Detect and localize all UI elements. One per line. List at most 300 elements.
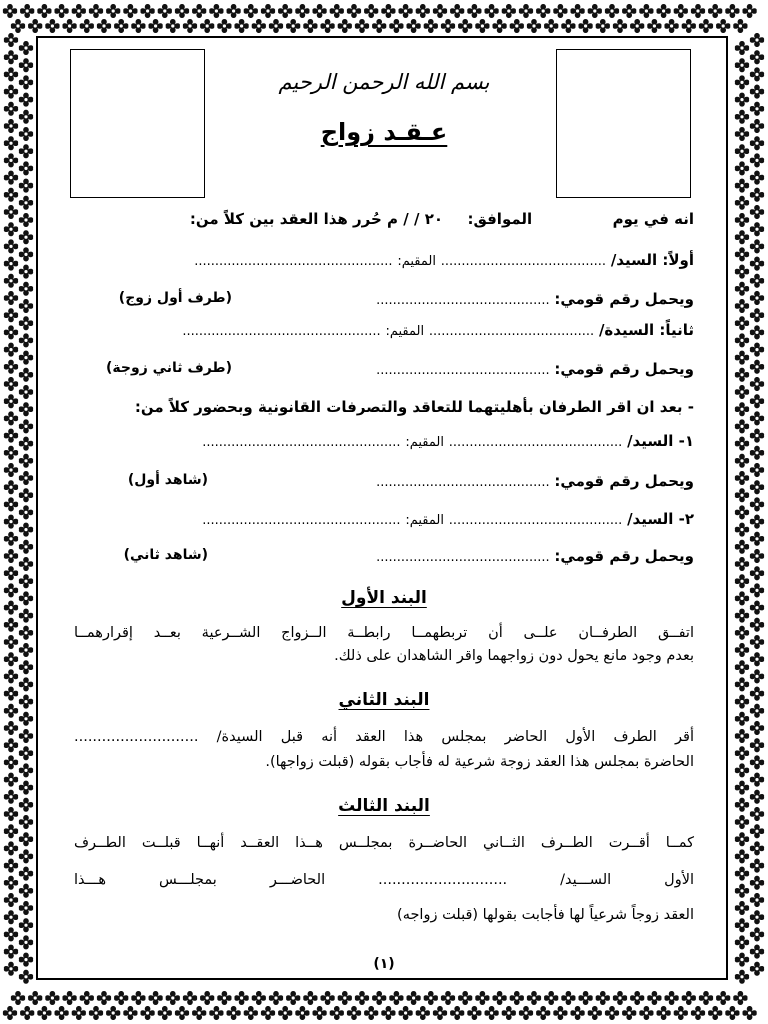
- witness1-label: ١- السيد/: [627, 432, 694, 450]
- border-ornament-icon: [750, 532, 764, 546]
- border-ornament-icon: [19, 540, 33, 554]
- border-ornament-icon: [750, 102, 764, 116]
- border-ornament-icon: [19, 265, 33, 279]
- border-ornament-icon: [735, 884, 749, 898]
- border-ornament-icon: [750, 927, 764, 941]
- border-ornament-icon: [750, 652, 764, 666]
- border-ornament-icon: [209, 4, 223, 18]
- border-ornament-icon: [244, 4, 258, 18]
- border-ornament-icon: [19, 729, 33, 743]
- clause3-heading: البند الثالث: [338, 796, 430, 816]
- date-label: الموافق:: [467, 210, 533, 228]
- border-ornament-icon: [303, 19, 317, 33]
- border-ornament-icon: [140, 1006, 154, 1020]
- border-ornament-icon: [750, 50, 764, 64]
- border-ornament-icon: [699, 19, 713, 33]
- border-ornament-icon: [295, 4, 309, 18]
- first-party-id-label: ويحمل رقم قومي:: [554, 290, 694, 308]
- border-ornament-icon: [303, 991, 317, 1005]
- border-ornament-icon: [217, 19, 231, 33]
- border-ornament-icon: [492, 991, 506, 1005]
- border-ornament-icon: [4, 532, 18, 546]
- border-ornament-icon: [750, 618, 764, 632]
- border-ornament-icon: [183, 991, 197, 1005]
- border-ornament-icon: [295, 1006, 309, 1020]
- witness2-name-field[interactable]: ..........................................: [448, 513, 623, 528]
- border-ornament-icon: [19, 557, 33, 571]
- border-ornament-icon: [716, 19, 730, 33]
- intro-tail: م حُرر هذا العقد بين كلاً من:: [189, 210, 399, 228]
- border-ornament-icon: [561, 19, 575, 33]
- border-ornament-icon: [725, 4, 739, 18]
- border-ornament-icon: [140, 4, 154, 18]
- border-ornament-icon: [484, 1006, 498, 1020]
- clause1-line2: بعدم وجود مانع يحول دون زواجهما واقر الشاهدان على ذلك.: [334, 648, 694, 664]
- border-ornament-icon: [372, 991, 386, 1005]
- border-ornament-icon: [175, 4, 189, 18]
- border-ornament-icon: [735, 712, 749, 726]
- border-ornament-icon: [19, 935, 33, 949]
- border-ornament-icon: [536, 4, 550, 18]
- border-ornament-icon: [19, 196, 33, 210]
- witness2-label: ٢- السيد/: [627, 510, 694, 528]
- border-ornament-icon: [450, 4, 464, 18]
- first-party-label: أولاً: السيد/: [610, 251, 694, 269]
- second-party-id-label: ويحمل رقم قومي:: [554, 360, 694, 378]
- border-ornament-icon: [28, 991, 42, 1005]
- border-ornament-icon: [4, 618, 18, 632]
- border-ornament-icon: [750, 33, 764, 47]
- border-ornament-icon: [750, 876, 764, 890]
- border-ornament-icon: [458, 19, 472, 33]
- border-ornament-icon: [4, 893, 18, 907]
- border-ornament-icon: [62, 19, 76, 33]
- border-ornament-icon: [4, 343, 18, 357]
- border-ornament-icon: [750, 325, 764, 339]
- border-ornament-icon: [735, 815, 749, 829]
- border-ornament-icon: [398, 1006, 412, 1020]
- border-ornament-icon: [4, 859, 18, 873]
- border-ornament-icon: [735, 161, 749, 175]
- border-ornament-icon: [20, 4, 34, 18]
- border-ornament-icon: [19, 144, 33, 158]
- clause3-line2: الأول الســـيد/ ............................ الحاضـــر بمجلـــس هـــذا: [74, 872, 694, 888]
- border-ornament-icon: [750, 188, 764, 202]
- border-ornament-icon: [735, 505, 749, 519]
- border-ornament-icon: [158, 1006, 172, 1020]
- border-ornament-icon: [750, 480, 764, 494]
- border-ornament-icon: [183, 19, 197, 33]
- border-ornament-icon: [735, 574, 749, 588]
- border-ornament-icon: [735, 763, 749, 777]
- border-ornament-icon: [735, 316, 749, 330]
- border-ornament-icon: [424, 19, 438, 33]
- border-ornament-icon: [4, 721, 18, 735]
- border-ornament-icon: [19, 93, 33, 107]
- border-ornament-icon: [750, 721, 764, 735]
- border-ornament-icon: [4, 239, 18, 253]
- border-ornament-icon: [158, 4, 172, 18]
- border-ornament-icon: [733, 19, 747, 33]
- border-ornament-icon: [578, 19, 592, 33]
- border-ornament-icon: [735, 729, 749, 743]
- border-ornament-icon: [19, 523, 33, 537]
- border-ornament-icon: [3, 1006, 17, 1020]
- border-ornament-icon: [735, 935, 749, 949]
- border-ornament-icon: [733, 991, 747, 1005]
- witness1-residence-label: المقيم:: [405, 435, 444, 450]
- clause2-line1: أقر الطرف الأول الحاضر بمجلس هذا العقد أنه قبل السيدة/ ...........................: [74, 729, 694, 745]
- border-ornament-icon: [691, 4, 705, 18]
- border-ornament-icon: [166, 991, 180, 1005]
- border-ornament-icon: [664, 991, 678, 1005]
- border-ornament-icon: [19, 368, 33, 382]
- border-ornament-icon: [364, 4, 378, 18]
- border-ornament-icon: [735, 419, 749, 433]
- witness2-role: (شاهد ثاني): [123, 547, 208, 563]
- border-ornament-icon: [4, 205, 18, 219]
- border-ornament-icon: [750, 308, 764, 322]
- second-party-residence-field[interactable]: ................................................: [182, 324, 381, 339]
- clause1-heading: البند الأول: [341, 588, 427, 608]
- border-ornament-icon: [735, 523, 749, 537]
- border-ornament-icon: [330, 1006, 344, 1020]
- border-ornament-icon: [750, 446, 764, 460]
- border-ornament-icon: [4, 652, 18, 666]
- document-title-wrap: [0, 118, 768, 146]
- border-ornament-icon: [735, 299, 749, 313]
- border-ornament-icon: [750, 239, 764, 253]
- border-ornament-icon: [286, 19, 300, 33]
- border-ornament-icon: [19, 505, 33, 519]
- border-ornament-icon: [347, 1006, 361, 1020]
- border-ornament-icon: [4, 308, 18, 322]
- border-ornament-icon: [578, 991, 592, 1005]
- border-ornament-icon: [4, 446, 18, 460]
- clause3-line1: كمــا أقــرت الطــرف الثــاني الحاضــرة بمجلــس هــذا العقــد أنهــا قبلــت الطــرف: [74, 835, 694, 851]
- second-party-id-field[interactable]: ..........................................: [376, 363, 550, 378]
- border-ornament-icon: [588, 1006, 602, 1020]
- border-ornament-icon: [62, 991, 76, 1005]
- border-ornament-icon: [735, 351, 749, 365]
- intro-line: [74, 210, 694, 228]
- border-ornament-icon: [355, 991, 369, 1005]
- border-ornament-icon: [467, 4, 481, 18]
- border-ornament-icon: [708, 4, 722, 18]
- border-ornament-icon: [519, 4, 533, 18]
- border-ornament-icon: [4, 738, 18, 752]
- border-ornament-icon: [19, 609, 33, 623]
- border-ornament-icon: [4, 876, 18, 890]
- border-ornament-icon: [510, 19, 524, 33]
- border-ornament-icon: [519, 1006, 533, 1020]
- border-ornament-icon: [217, 991, 231, 1005]
- border-ornament-icon: [735, 265, 749, 279]
- border-ornament-icon: [691, 1006, 705, 1020]
- border-ornament-icon: [735, 488, 749, 502]
- border-ornament-icon: [4, 429, 18, 443]
- border-ornament-icon: [4, 325, 18, 339]
- border-ornament-icon: [226, 4, 240, 18]
- border-ornament-icon: [4, 257, 18, 271]
- border-ornament-icon: [735, 609, 749, 623]
- border-ornament-icon: [381, 4, 395, 18]
- border-ornament-icon: [750, 893, 764, 907]
- border-ornament-icon: [750, 635, 764, 649]
- border-ornament-icon: [416, 1006, 430, 1020]
- first-party-name-field[interactable]: ........................................: [440, 254, 607, 269]
- border-ornament-icon: [4, 377, 18, 391]
- border-ornament-icon: [19, 901, 33, 915]
- clause1-line1: اتفــق الطرفــان علــى أن تربطهمــا رابطــة الــزواج الشــرعية بعــد إقرارهمــا: [74, 625, 694, 641]
- border-ornament-icon: [4, 755, 18, 769]
- border-ornament-icon: [750, 257, 764, 271]
- border-ornament-icon: [244, 1006, 258, 1020]
- border-ornament-icon: [4, 515, 18, 529]
- border-ornament-icon: [682, 19, 696, 33]
- border-ornament-icon: [735, 247, 749, 261]
- border-ornament-icon: [750, 549, 764, 563]
- first-party-id-field[interactable]: ..........................................: [376, 293, 550, 308]
- border-ornament-icon: [735, 93, 749, 107]
- border-ornament-icon: [106, 4, 120, 18]
- border-ornament-icon: [735, 213, 749, 227]
- border-ornament-icon: [647, 991, 661, 1005]
- border-ornament-icon: [622, 4, 636, 18]
- border-ornament-icon: [4, 50, 18, 64]
- border-ornament-icon: [750, 841, 764, 855]
- border-ornament-icon: [4, 824, 18, 838]
- border-ornament-icon: [4, 463, 18, 477]
- border-ornament-icon: [750, 859, 764, 873]
- border-ornament-icon: [630, 991, 644, 1005]
- border-ornament-icon: [735, 471, 749, 485]
- border-ornament-icon: [4, 910, 18, 924]
- border-ornament-icon: [544, 991, 558, 1005]
- border-ornament-icon: [450, 1006, 464, 1020]
- border-ornament-icon: [735, 402, 749, 416]
- border-ornament-icon: [261, 4, 275, 18]
- clause2-heading-wrap: [0, 690, 768, 710]
- border-ornament-icon: [458, 991, 472, 1005]
- page-number: (١): [373, 956, 395, 972]
- clause3-heading-wrap: [0, 796, 768, 816]
- border-ornament-icon: [406, 991, 420, 1005]
- second-party-role: (طرف ثاني زوجة): [106, 360, 232, 376]
- border-ornament-icon: [19, 746, 33, 760]
- border-ornament-icon: [372, 19, 386, 33]
- first-party-residence-field[interactable]: ................................................: [194, 254, 393, 269]
- witness2-id-label: ويحمل رقم قومي:: [554, 547, 694, 565]
- border-ornament-icon: [735, 557, 749, 571]
- border-ornament-icon: [588, 4, 602, 18]
- border-ornament-icon: [441, 991, 455, 1005]
- border-ornament-icon: [261, 1006, 275, 1020]
- border-ornament-icon: [416, 4, 430, 18]
- border-ornament-icon: [37, 1006, 51, 1020]
- border-ornament-icon: [19, 867, 33, 881]
- border-ornament-icon: [80, 19, 94, 33]
- border-ornament-icon: [19, 316, 33, 330]
- border-ornament-icon: [596, 19, 610, 33]
- border-ornament-icon: [347, 4, 361, 18]
- border-ornament-icon: [19, 41, 33, 55]
- border-ornament-icon: [735, 368, 749, 382]
- border-ornament-icon: [19, 763, 33, 777]
- border-ornament-icon: [750, 291, 764, 305]
- border-ornament-icon: [226, 1006, 240, 1020]
- border-ornament-icon: [4, 102, 18, 116]
- border-ornament-icon: [4, 274, 18, 288]
- border-ornament-icon: [286, 991, 300, 1005]
- border-ornament-icon: [735, 41, 749, 55]
- border-ornament-icon: [570, 4, 584, 18]
- border-ornament-icon: [750, 824, 764, 838]
- border-ornament-icon: [735, 333, 749, 347]
- clause2-heading: البند الثاني: [338, 690, 430, 710]
- border-ornament-icon: [19, 815, 33, 829]
- border-ornament-icon: [656, 1006, 670, 1020]
- border-ornament-icon: [716, 991, 730, 1005]
- border-ornament-icon: [750, 377, 764, 391]
- border-ornament-icon: [19, 918, 33, 932]
- border-ornament-icon: [735, 849, 749, 863]
- witness1-role: (شاهد أول): [127, 472, 208, 488]
- border-ornament-icon: [750, 205, 764, 219]
- border-ornament-icon: [19, 419, 33, 433]
- border-ornament-icon: [19, 471, 33, 485]
- border-ornament-icon: [97, 991, 111, 1005]
- border-ornament-icon: [19, 402, 33, 416]
- border-ornament-icon: [4, 549, 18, 563]
- border-ornament-icon: [750, 429, 764, 443]
- border-ornament-icon: [89, 1006, 103, 1020]
- border-ornament-icon: [234, 991, 248, 1005]
- border-ornament-icon: [381, 1006, 395, 1020]
- border-ornament-icon: [3, 4, 17, 18]
- border-ornament-icon: [131, 19, 145, 33]
- border-ornament-icon: [750, 171, 764, 185]
- border-ornament-icon: [735, 832, 749, 846]
- border-ornament-icon: [553, 4, 567, 18]
- border-ornament-icon: [4, 188, 18, 202]
- border-ornament-icon: [19, 230, 33, 244]
- border-ornament-icon: [19, 488, 33, 502]
- border-ornament-icon: [735, 454, 749, 468]
- clause3-line3: العقد زوجاً شرعياً لها فأجابت بقولها (قبلت زواجه): [397, 907, 694, 923]
- border-ornament-icon: [19, 161, 33, 175]
- intro-text: انه في يوم: [612, 210, 694, 228]
- border-ornament-icon: [4, 927, 18, 941]
- second-party-label: ثانياً: السيدة/: [598, 321, 694, 339]
- border-ornament-icon: [4, 773, 18, 787]
- border-ornament-icon: [750, 411, 764, 425]
- border-ornament-icon: [28, 19, 42, 33]
- border-ornament-icon: [19, 712, 33, 726]
- border-ornament-icon: [19, 884, 33, 898]
- border-ornament-icon: [4, 411, 18, 425]
- border-ornament-icon: [19, 213, 33, 227]
- border-ornament-icon: [19, 626, 33, 640]
- border-ornament-icon: [389, 991, 403, 1005]
- border-ornament-icon: [131, 991, 145, 1005]
- border-ornament-icon: [19, 643, 33, 657]
- border-ornament-icon: [742, 1006, 756, 1020]
- border-ornament-icon: [4, 635, 18, 649]
- border-ornament-icon: [492, 19, 506, 33]
- border-ornament-icon: [605, 4, 619, 18]
- second-party-name-field[interactable]: ........................................: [428, 324, 595, 339]
- border-ornament-icon: [674, 4, 688, 18]
- border-ornament-icon: [656, 4, 670, 18]
- border-ornament-icon: [148, 991, 162, 1005]
- witness1-line: [74, 432, 694, 450]
- witness1-id-field[interactable]: ..........................................: [376, 475, 550, 490]
- border-ornament-icon: [647, 19, 661, 33]
- border-ornament-icon: [312, 1006, 326, 1020]
- border-ornament-icon: [596, 991, 610, 1005]
- border-ornament-icon: [750, 274, 764, 288]
- border-ornament-icon: [553, 1006, 567, 1020]
- border-ornament-icon: [750, 497, 764, 511]
- border-ornament-icon: [664, 19, 678, 33]
- border-ornament-icon: [570, 1006, 584, 1020]
- border-ornament-icon: [467, 1006, 481, 1020]
- border-ornament-icon: [605, 1006, 619, 1020]
- border-ornament-icon: [750, 773, 764, 787]
- border-ornament-icon: [4, 222, 18, 236]
- clause2-line2: الحاضرة بمجلس هذا العقد زوجة شرعية له فأجاب بقوله (قبلت زواجها).: [265, 754, 694, 770]
- border-ornament-icon: [750, 515, 764, 529]
- border-ornament-icon: [19, 247, 33, 261]
- border-ornament-icon: [209, 1006, 223, 1020]
- border-ornament-icon: [19, 849, 33, 863]
- border-ornament-icon: [19, 333, 33, 347]
- border-ornament-icon: [510, 991, 524, 1005]
- border-ornament-icon: [750, 360, 764, 374]
- border-ornament-icon: [735, 179, 749, 193]
- border-ornament-icon: [735, 746, 749, 760]
- border-ornament-icon: [750, 463, 764, 477]
- border-ornament-icon: [114, 991, 128, 1005]
- border-ornament-icon: [735, 660, 749, 674]
- border-ornament-icon: [406, 19, 420, 33]
- witness2-id-field[interactable]: ..........................................: [376, 550, 550, 565]
- border-ornament-icon: [19, 282, 33, 296]
- border-ornament-icon: [735, 196, 749, 210]
- witness2-line: [74, 510, 694, 528]
- witness2-residence-field[interactable]: ................................................: [202, 513, 401, 528]
- border-ornament-icon: [252, 19, 266, 33]
- border-ornament-icon: [502, 4, 516, 18]
- border-ornament-icon: [355, 19, 369, 33]
- border-ornament-icon: [269, 991, 283, 1005]
- border-ornament-icon: [613, 19, 627, 33]
- document-title: عـقـد زواج: [320, 118, 448, 146]
- border-ornament-icon: [502, 1006, 516, 1020]
- border-ornament-icon: [750, 755, 764, 769]
- border-ornament-icon: [699, 991, 713, 1005]
- border-ornament-icon: [735, 918, 749, 932]
- border-ornament-icon: [475, 991, 489, 1005]
- witness1-name-field[interactable]: ..........................................: [448, 435, 623, 450]
- witness1-residence-field[interactable]: ................................................: [202, 435, 401, 450]
- border-ornament-icon: [750, 910, 764, 924]
- border-ornament-icon: [735, 230, 749, 244]
- border-ornament-icon: [45, 991, 59, 1005]
- border-ornament-icon: [750, 566, 764, 580]
- border-ornament-icon: [735, 540, 749, 554]
